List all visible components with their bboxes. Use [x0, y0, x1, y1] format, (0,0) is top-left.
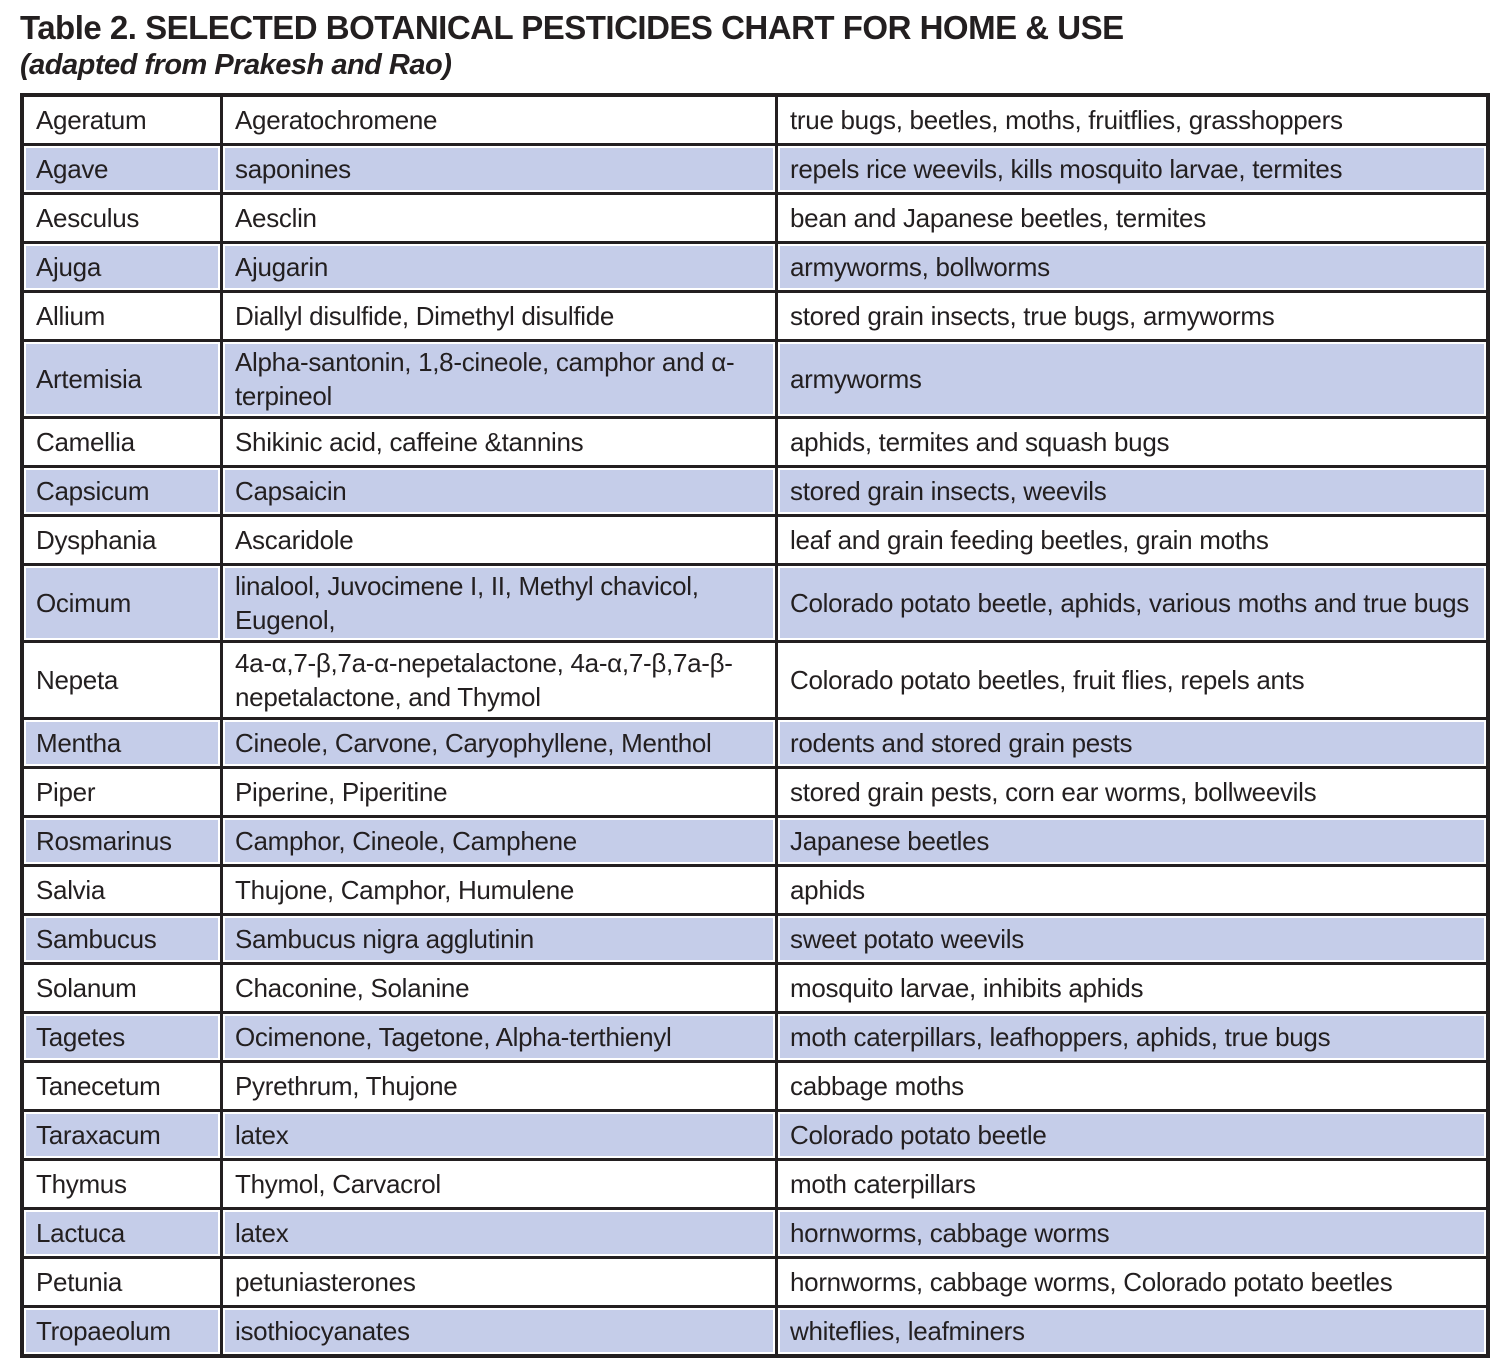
- table-row: [22, 1062, 1488, 1111]
- compounds-cell: Chaconine, Solanine: [222, 964, 777, 1013]
- table-row: [22, 516, 1488, 565]
- compounds-cell: Thujone, Camphor, Humulene: [222, 866, 777, 915]
- page-subtitle: (adapted from Prakesh and Rao): [20, 48, 452, 81]
- compounds-cell: linalool, Juvocimene I, II, Methyl chavicol, Eugenol,: [222, 565, 777, 642]
- targets-cell: mosquito larvae, inhibits aphids: [777, 964, 1489, 1013]
- table-row: [22, 817, 1488, 866]
- genus-cell: Sambucus: [22, 915, 222, 964]
- targets-cell: sweet potato weevils: [777, 915, 1489, 964]
- targets-cell: armyworms, bollworms: [777, 243, 1489, 292]
- botanical-pesticides-table: [20, 93, 1490, 1358]
- compounds-cell: Thymol, Carvacrol: [222, 1160, 777, 1209]
- targets-cell: repels rice weevils, kills mosquito larvae, termites: [777, 145, 1489, 194]
- compounds-cell: Ocimenone, Tagetone, Alpha-terthienyl: [222, 1013, 777, 1062]
- compounds-cell: Cineole, Carvone, Caryophyllene, Menthol: [222, 719, 777, 768]
- genus-cell: Petunia: [22, 1258, 222, 1307]
- table-row: [22, 1307, 1488, 1357]
- targets-cell: moth caterpillars, leafhoppers, aphids, true bugs: [777, 1013, 1489, 1062]
- compounds-cell: Pyrethrum, Thujone: [222, 1062, 777, 1111]
- compounds-cell: latex: [222, 1111, 777, 1160]
- targets-cell: aphids, termites and squash bugs: [777, 418, 1489, 467]
- table-row: [22, 642, 1488, 719]
- targets-cell: bean and Japanese beetles, termites: [777, 194, 1489, 243]
- compounds-cell: Diallyl disulfide, Dimethyl disulfide: [222, 292, 777, 341]
- compounds-cell: Sambucus nigra agglutinin: [222, 915, 777, 964]
- compounds-cell: Camphor, Cineole, Camphene: [222, 817, 777, 866]
- table-row: [22, 194, 1488, 243]
- genus-cell: Piper: [22, 768, 222, 817]
- compounds-cell: Shikinic acid, caffeine &tannins: [222, 418, 777, 467]
- compounds-cell: Alpha-santonin, 1,8-cineole, camphor and α-terpineol: [222, 341, 777, 418]
- genus-cell: Rosmarinus: [22, 817, 222, 866]
- genus-cell: Solanum: [22, 964, 222, 1013]
- targets-cell: Colorado potato beetle, aphids, various moths and true bugs: [777, 565, 1489, 642]
- compounds-cell: saponines: [222, 145, 777, 194]
- genus-cell: Tagetes: [22, 1013, 222, 1062]
- targets-cell: stored grain insects, weevils: [777, 467, 1489, 516]
- genus-cell: Nepeta: [22, 642, 222, 719]
- compounds-cell: Ajugarin: [222, 243, 777, 292]
- table-row: [22, 243, 1488, 292]
- table-row: [22, 768, 1488, 817]
- targets-cell: Japanese beetles: [777, 817, 1489, 866]
- table-row: [22, 341, 1488, 418]
- genus-cell: Ocimum: [22, 565, 222, 642]
- targets-cell: Colorado potato beetle: [777, 1111, 1489, 1160]
- genus-cell: Camellia: [22, 418, 222, 467]
- targets-cell: whiteflies, leafminers: [777, 1307, 1489, 1357]
- targets-cell: leaf and grain feeding beetles, grain moths: [777, 516, 1489, 565]
- table-row: [22, 418, 1488, 467]
- table-row: [22, 1209, 1488, 1258]
- targets-cell: hornworms, cabbage worms, Colorado potato beetles: [777, 1258, 1489, 1307]
- compounds-cell: Piperine, Piperitine: [222, 768, 777, 817]
- page-title: Table 2. SELECTED BOTANICAL PESTICIDES CHART FOR HOME & USE: [20, 9, 1124, 46]
- table-row: [22, 565, 1488, 642]
- table-row: [22, 1111, 1488, 1160]
- genus-cell: Allium: [22, 292, 222, 341]
- targets-cell: rodents and stored grain pests: [777, 719, 1489, 768]
- targets-cell: moth caterpillars: [777, 1160, 1489, 1209]
- table-row: [22, 964, 1488, 1013]
- table-row: [22, 292, 1488, 341]
- targets-cell: true bugs, beetles, moths, fruitflies, grasshoppers: [777, 95, 1489, 145]
- genus-cell: Tanecetum: [22, 1062, 222, 1111]
- compounds-cell: petuniasterones: [222, 1258, 777, 1307]
- compounds-cell: Capsaicin: [222, 467, 777, 516]
- targets-cell: aphids: [777, 866, 1489, 915]
- compounds-cell: Aesclin: [222, 194, 777, 243]
- targets-cell: Colorado potato beetles, fruit flies, repels ants: [777, 642, 1489, 719]
- genus-cell: Ageratum: [22, 95, 222, 145]
- genus-cell: Lactuca: [22, 1209, 222, 1258]
- compounds-cell: Ageratochromene: [222, 95, 777, 145]
- table-row: [22, 95, 1488, 145]
- targets-cell: cabbage moths: [777, 1062, 1489, 1111]
- pesticide-table-body: [22, 95, 1488, 1356]
- compounds-cell: latex: [222, 1209, 777, 1258]
- genus-cell: Thymus: [22, 1160, 222, 1209]
- table-row: [22, 1258, 1488, 1307]
- compounds-cell: Ascaridole: [222, 516, 777, 565]
- table-row: [22, 866, 1488, 915]
- genus-cell: Agave: [22, 145, 222, 194]
- genus-cell: Dysphania: [22, 516, 222, 565]
- compounds-cell: isothiocyanates: [222, 1307, 777, 1357]
- genus-cell: Artemisia: [22, 341, 222, 418]
- targets-cell: stored grain insects, true bugs, armyworms: [777, 292, 1489, 341]
- genus-cell: Aesculus: [22, 194, 222, 243]
- targets-cell: armyworms: [777, 341, 1489, 418]
- genus-cell: Taraxacum: [22, 1111, 222, 1160]
- targets-cell: hornworms, cabbage worms: [777, 1209, 1489, 1258]
- table-row: [22, 719, 1488, 768]
- genus-cell: Tropaeolum: [22, 1307, 222, 1357]
- table-row: [22, 1160, 1488, 1209]
- table-row: [22, 1013, 1488, 1062]
- genus-cell: Ajuga: [22, 243, 222, 292]
- table-row: [22, 145, 1488, 194]
- compounds-cell: 4a-α,7-β,7a-α-nepetalactone, 4a-α,7-β,7a-β-nepetalactone, and Thymol: [222, 642, 777, 719]
- table-row: [22, 467, 1488, 516]
- genus-cell: Mentha: [22, 719, 222, 768]
- genus-cell: Salvia: [22, 866, 222, 915]
- table-row: [22, 915, 1488, 964]
- genus-cell: Capsicum: [22, 467, 222, 516]
- targets-cell: stored grain pests, corn ear worms, bollweevils: [777, 768, 1489, 817]
